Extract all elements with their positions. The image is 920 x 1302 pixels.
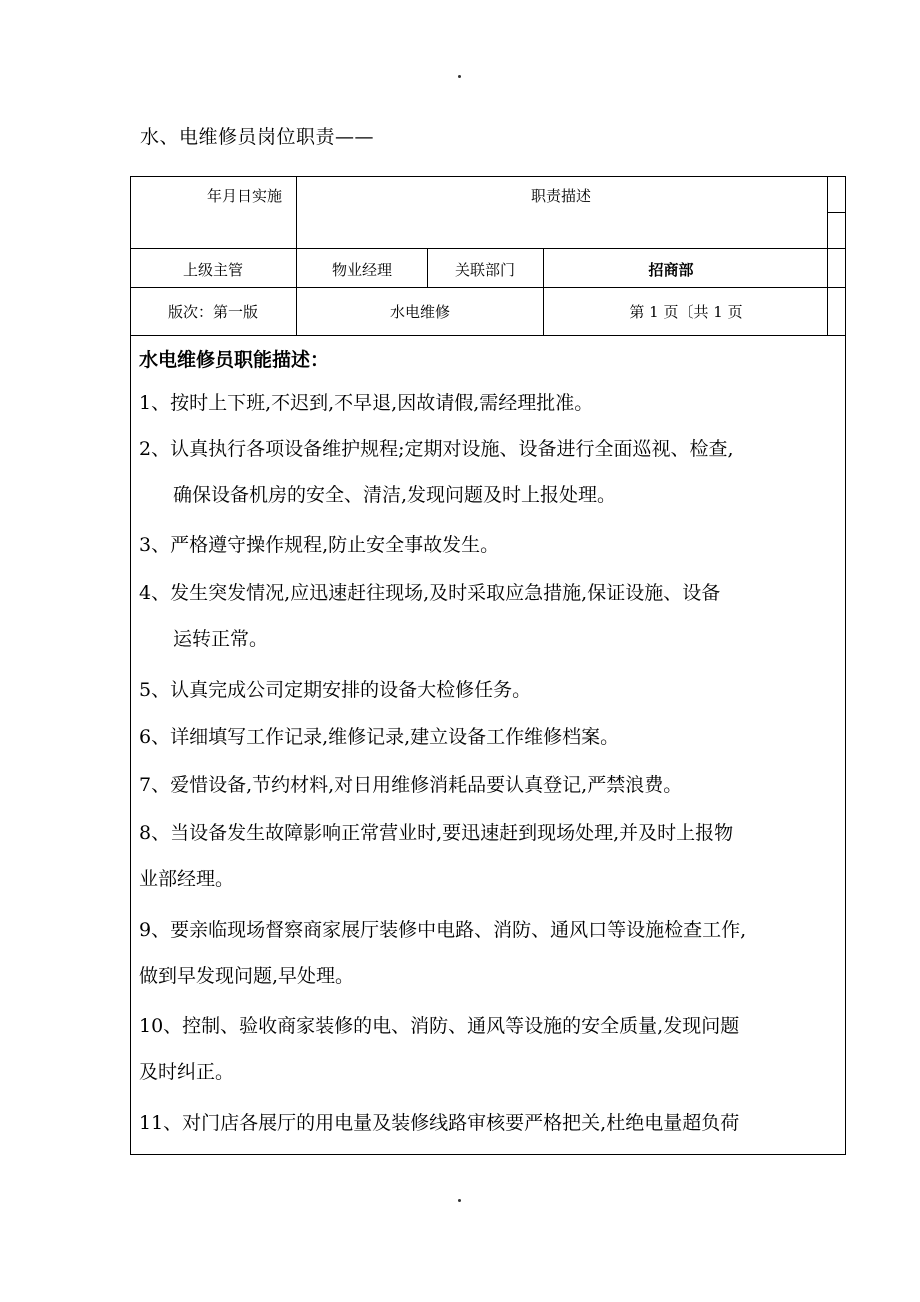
duty-text: 4、发生突发情况,应迅速赶往现场,及时采取应急措施,保证设施、设备 bbox=[139, 582, 721, 604]
side-cell-divider bbox=[827, 212, 845, 213]
implementation-date-label: 年月日实施 bbox=[207, 187, 283, 205]
duty-text-continued: 确保设备机房的安全、清洁,发现问题及时上报处理。 bbox=[173, 484, 617, 506]
duty-item bbox=[139, 667, 531, 713]
duty-item bbox=[139, 1100, 739, 1146]
supervisor-label: 上级主管 bbox=[182, 261, 244, 279]
duty-text: 10、控制、验收商家装修的电、消防、通风等设施的安全质量,发现问题 bbox=[139, 1015, 740, 1037]
duty-item bbox=[139, 1003, 739, 1095]
duty-item bbox=[139, 522, 499, 568]
duty-item bbox=[139, 907, 746, 999]
supervisor-value: 物业经理 bbox=[331, 261, 393, 279]
related-department-value: 招商部 bbox=[648, 261, 694, 279]
duty-text: 3、严格遵守操作规程,防止安全事故发生。 bbox=[139, 534, 500, 556]
duty-text: 11、对门店各展厅的用电量及装修线路审核要严格把关,杜绝电量超负荷 bbox=[139, 1112, 740, 1134]
column-divider bbox=[296, 177, 297, 335]
position-name: 水电维修 bbox=[389, 303, 451, 321]
duty-item bbox=[139, 570, 720, 662]
duty-description-label: 职责描述 bbox=[530, 187, 592, 205]
column-divider bbox=[543, 248, 544, 335]
duty-text-continued: 做到早发现问题,早处理。 bbox=[139, 965, 355, 987]
page-info: 第 1 页〔共 1 页 bbox=[629, 303, 743, 321]
column-divider bbox=[827, 177, 828, 335]
edition-label: 版次：第一版 bbox=[167, 303, 259, 321]
row-divider bbox=[131, 248, 845, 249]
section-heading: 水电维修员职能描述： bbox=[139, 349, 330, 371]
duty-item bbox=[139, 810, 733, 902]
duty-text: 2、认真执行各项设备维护规程;定期对设施、设备进行全面巡视、检查, bbox=[139, 438, 734, 460]
duty-item bbox=[139, 762, 682, 808]
page-bottom-dot bbox=[458, 1199, 461, 1202]
related-department-label: 关联部门 bbox=[454, 261, 516, 279]
job-description-table bbox=[130, 176, 846, 1155]
duty-text: 8、当设备发生故障影响正常营业时,要迅速赶到现场处理,并及时上报物 bbox=[139, 822, 734, 844]
duty-text: 6、详细填写工作记录,维修记录,建立设备工作维修档案。 bbox=[139, 726, 620, 748]
duty-text-continued: 及时纠正。 bbox=[139, 1061, 235, 1083]
duty-text: 1、按时上下班,不迟到,不早退,因故请假,需经理批准。 bbox=[139, 392, 594, 414]
duty-text: 7、爱惜设备,节约材料,对日用维修消耗品要认真登记,严禁浪费。 bbox=[139, 774, 683, 796]
duty-text-continued: 运转正常。 bbox=[173, 628, 269, 650]
duty-text: 5、认真完成公司定期安排的设备大检修任务。 bbox=[139, 679, 532, 701]
row-divider bbox=[131, 287, 845, 288]
duty-text-continued: 业部经理。 bbox=[139, 868, 235, 890]
row-divider bbox=[131, 335, 845, 336]
page-top-dot bbox=[458, 75, 461, 78]
duty-item bbox=[139, 380, 593, 426]
column-divider bbox=[427, 248, 428, 287]
duty-text: 9、要亲临现场督察商家展厅装修中电路、消防、通风口等设施检查工作, bbox=[139, 919, 747, 941]
document-title: 水、电维修员岗位职责—— bbox=[140, 126, 375, 148]
duty-item bbox=[139, 426, 734, 518]
duty-item bbox=[139, 714, 619, 760]
